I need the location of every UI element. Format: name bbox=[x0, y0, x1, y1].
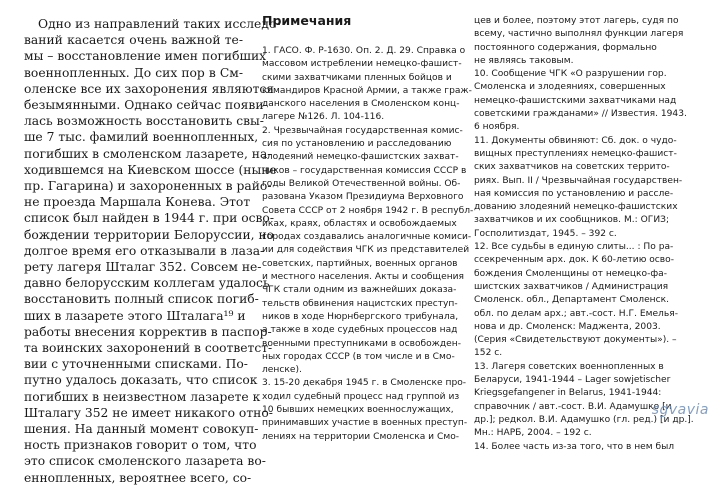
text-line: советских, партийных, военных органов bbox=[262, 258, 458, 269]
text-line: та воинских захоронений в соответст- bbox=[24, 341, 273, 356]
text-line: список был найден в 1944 г. при осво- bbox=[24, 211, 274, 226]
text-line: путно удалось доказать, что список bbox=[24, 373, 258, 388]
notes-column-left bbox=[262, 13, 474, 444]
text-line: и местного населения. Акты и сообщения bbox=[262, 272, 465, 283]
text-line: 14. Более часть из-за того, что в нем был bbox=[474, 441, 675, 452]
text-line: это список смоленского лазарета во- bbox=[24, 454, 266, 469]
text-line: всему, частично выполнял функции лагеря bbox=[474, 29, 684, 40]
text-line: ссекреченным арх. док. К 60-летию осво- bbox=[474, 255, 675, 266]
text-line: не проезда Маршала Конева. Этот bbox=[24, 195, 251, 210]
text-line: ских захватчиков на советских террито- bbox=[474, 162, 670, 173]
text-line: еннопленных, вероятнее всего, со- bbox=[24, 470, 252, 485]
text-line: бождении территории Белоруссии, но bbox=[24, 227, 275, 242]
text-line: не являясь таковым. bbox=[474, 55, 574, 66]
text-line: ваний касается очень важной те- bbox=[24, 33, 243, 48]
text-line: 3. 15-20 декабря 1945 г. в Смоленске про- bbox=[262, 378, 467, 389]
text-line: чиков – государственная комиссия СССР в bbox=[262, 165, 467, 176]
text-line: 1. ГАСО. Ф. Р-1630. Оп. 2. Д. 29. Справка о bbox=[262, 46, 466, 56]
text-line: лениях на территории Смоленска и Смо- bbox=[262, 431, 460, 442]
text-line: Смоленск. обл., Департамент Смоленск. bbox=[474, 295, 670, 306]
text-line: скими захватчиками пленных бойцов и bbox=[262, 72, 452, 83]
notes-column-right bbox=[474, 15, 700, 454]
text-line: работы внесения корректив в паспор- bbox=[24, 324, 272, 339]
text-line: 12. Все судьбы в единую слиты... : По ра- bbox=[474, 242, 674, 253]
text-line: Госполитиздат, 1945. – 392 с. bbox=[474, 228, 617, 239]
text-line: военнопленных. До сих пор в См- bbox=[24, 65, 243, 80]
text-line: массовом истреблении немецко-фашист- bbox=[262, 59, 462, 70]
text-line: пр. Гагарина) и захороненных в райо- bbox=[24, 179, 272, 194]
text-line: рету лагеря Шталаг 352. Совсем не- bbox=[24, 260, 262, 275]
text-line: ная комиссия по установлению и рассле- bbox=[474, 188, 674, 199]
text-line: цев и более, поэтому этот лагерь, судя по bbox=[474, 16, 679, 26]
text-line: 11. Документы обвиняют: Сб. док. о чудо- bbox=[474, 135, 677, 146]
text-line: ников в ходе Нюрнбергского трибунала, bbox=[262, 311, 459, 322]
text-line: командиров Красной Армии, а также граж- bbox=[262, 85, 472, 96]
text-line: 2. Чрезвычайная государственная комис- bbox=[262, 125, 463, 136]
text-line: Мн.: НАРБ, 2004. – 192 с. bbox=[474, 428, 592, 439]
text-line: Одно из направлений таких исследо- bbox=[38, 17, 281, 31]
text-line: восстановить полный список погиб- bbox=[24, 292, 259, 307]
text-line: мы – восстановление имен погибших bbox=[24, 49, 267, 64]
main-text-column bbox=[24, 16, 281, 486]
text-line: ии для содействия ЧГК из представителей bbox=[262, 245, 470, 256]
text-line: 152 с. bbox=[474, 348, 503, 359]
text-line: Kriegsgefangener in Belarus, 1941-1944: bbox=[474, 388, 662, 399]
notes-heading: Примечания bbox=[262, 13, 352, 28]
text-line: безымянными. Однако сейчас появи- bbox=[24, 98, 268, 113]
text-line: а также в ходе судебных процессов над bbox=[262, 325, 458, 336]
text-line: ходил судебный процесс над группой из bbox=[262, 391, 460, 402]
text-line: Совета СССР от 2 ноября 1942 г. В республ- bbox=[262, 205, 474, 216]
text-line: лагере №126. Л. 104-116. bbox=[262, 112, 385, 123]
text-line: 10 бывших немецких военнослужащих, bbox=[262, 405, 454, 416]
text-line: (Серия «Свидетельствуют документы»). – bbox=[474, 335, 677, 346]
text-line: немецко-фашистскими захватчиками над bbox=[474, 95, 677, 106]
text-line: злодеяний немецко-фашистских захват- bbox=[262, 152, 459, 163]
text-line: 10. Сообщение ЧГК «О разрушении гор. bbox=[474, 69, 667, 80]
text-line: погибших в неизвестном лазарете к bbox=[24, 389, 261, 404]
text-line: военными преступниками в освобожден- bbox=[262, 338, 461, 349]
text-line: тельств обвинения нацистских преступ- bbox=[262, 298, 458, 309]
text-line: 6 ноября. bbox=[474, 122, 520, 133]
text-line: Беларуси, 1941-1944 – Lager sowjetischer bbox=[474, 375, 671, 386]
text-line: шистских захватчиков / Администрация bbox=[474, 281, 669, 292]
text-line: погибших в смоленском лазарете, на- bbox=[24, 146, 272, 161]
text-line: лась возможность восстановить свы- bbox=[24, 114, 264, 129]
text-line: бождения Смоленщины от немецко-фа- bbox=[474, 268, 667, 279]
text-line: долгое время его отказывали в лаза- bbox=[24, 243, 265, 258]
text-line: годы Великой Отечественной войны. Об- bbox=[262, 178, 461, 189]
text-line: разована Указом Президиума Верховного bbox=[262, 192, 464, 203]
text-line: иках, краях, областях и освобождаемых bbox=[262, 218, 457, 229]
text-line: ленске). bbox=[262, 365, 302, 376]
text-line: вищных преступлениях немецко-фашист- bbox=[474, 148, 677, 159]
text-line: городах создавались аналогичные комиси- bbox=[262, 232, 472, 243]
text-line: давно белорусским коллегам удалось bbox=[24, 276, 270, 291]
text-line: справочник / авт.-сост. В.И. Адамушко [и bbox=[474, 401, 672, 412]
text-line: Шталагу 352 не имеет никакого отно- bbox=[24, 405, 273, 420]
text-line: шения. На данный момент совокуп- bbox=[24, 422, 259, 437]
text-line: советскими гражданами» // Известия. 1943. bbox=[474, 109, 687, 120]
text-line: ших в лазарете этого Шталага¹⁹ и bbox=[24, 308, 246, 323]
text-line: Смоленска и злодеяниях, совершенных bbox=[474, 82, 666, 93]
text-line: принимавших участие в военных преступ- bbox=[262, 418, 468, 429]
text-line: 13. Лагеря советских военнопленных в bbox=[474, 361, 664, 372]
text-line: дованию злодеяний немецко-фашистских bbox=[474, 202, 678, 213]
text-line: ных городах СССР (в том числе и в Смо- bbox=[262, 351, 455, 362]
text-line: нова и др. Смоленск: Маджента, 2003. bbox=[474, 321, 661, 332]
watermark: sgvavia bbox=[651, 402, 709, 418]
text-line: данского населения в Смоленском конц- bbox=[262, 99, 460, 110]
text-line: захватчиков и их сообщников. М.: ОГИЗ; bbox=[474, 215, 670, 226]
text-line: сия по установлению и расследованию bbox=[262, 139, 452, 150]
text-line: оленске все их захоронения являются bbox=[24, 81, 275, 96]
text-line: ходившемся на Киевском шоссе (ныне bbox=[24, 162, 277, 177]
text-line: ЧГК стали одним из важнейших доказа- bbox=[262, 285, 457, 296]
text-line: ше 7 тыс. фамилий военнопленных, bbox=[24, 130, 259, 145]
text-line: др.]; редкол. В.И. Адамушко (гл. ред.) [и др.]. bbox=[474, 414, 694, 425]
text-line: риях. Вып. II / Чрезвычайная государствен- bbox=[474, 175, 683, 186]
text-line: обл. по делам арх.; авт.-сост. Н.Г. Емелья- bbox=[474, 308, 678, 319]
text-line: ность признаков говорит о том, что bbox=[24, 438, 257, 453]
text-line: вии с уточненными списками. По- bbox=[24, 357, 248, 372]
text-line: постоянного содержания, формально bbox=[474, 42, 657, 53]
